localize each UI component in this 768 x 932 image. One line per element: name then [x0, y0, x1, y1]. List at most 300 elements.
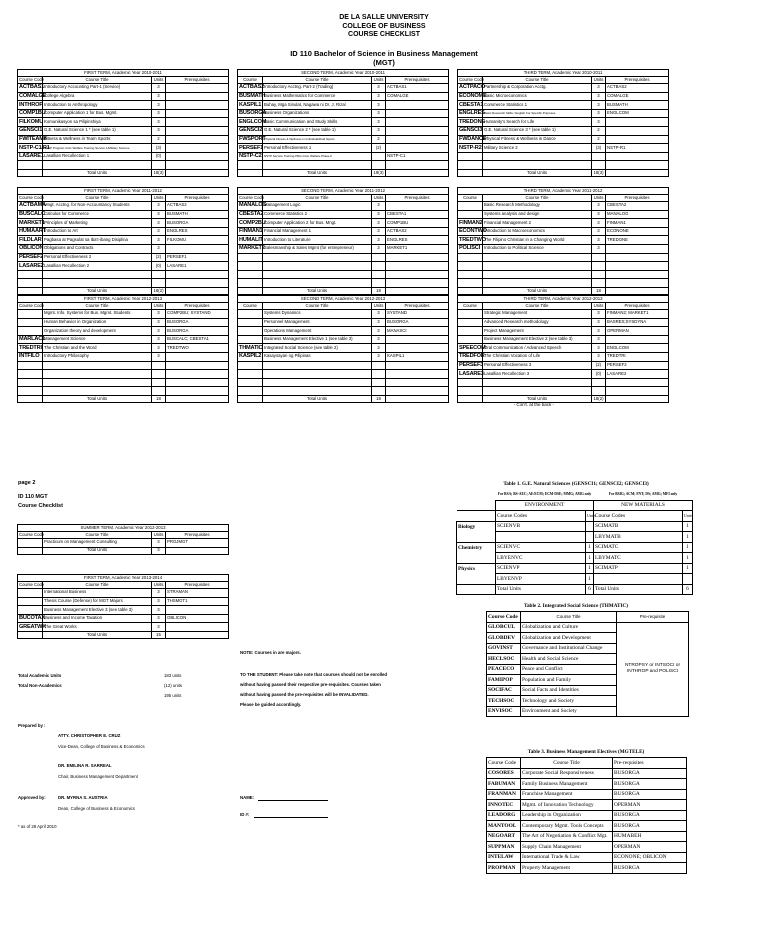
- course-title: Financial Management 1: [263, 227, 372, 236]
- total-row: [18, 631, 229, 638]
- course-code: [238, 327, 263, 336]
- course-row: [18, 135, 229, 144]
- term-title-row: [238, 296, 449, 303]
- course-prereq: [386, 344, 449, 353]
- course-title: Introduction to Macroeconomics: [483, 227, 592, 236]
- col-header-title: Course Title: [43, 303, 152, 310]
- course-row: [458, 92, 669, 101]
- course-row: [238, 262, 449, 271]
- course-code: [458, 253, 483, 262]
- thmatic-code: HECLSOC: [487, 654, 521, 665]
- course-prereq: TREDONE: [606, 236, 669, 245]
- course-code: BUSCALC: [19, 210, 45, 217]
- course-row: [458, 84, 669, 93]
- table1-row: [457, 532, 693, 543]
- col-header-title: Course Title: [263, 303, 372, 310]
- elective-prereq: BUSORGA: [613, 810, 687, 821]
- course-prereq: COMALGE: [606, 92, 669, 101]
- course-units: [372, 262, 386, 271]
- science-group: Physics: [457, 563, 496, 574]
- course-units: 3: [372, 227, 386, 236]
- empty-cell: [483, 279, 592, 288]
- env-course-code: [496, 532, 586, 543]
- empty-row: [458, 387, 669, 396]
- table1-title: Table 1. G.E. Natural Sciences (GENSCI1; GENSCI2; GENSCI3): [503, 481, 649, 487]
- course-row: [458, 236, 669, 245]
- empty-cell: [43, 387, 152, 396]
- course-row: [238, 270, 449, 279]
- term-title: FIRST TERM, Academic Year 2013-2014: [18, 575, 229, 582]
- course-units: [592, 152, 606, 161]
- total-label: Total Units: [263, 287, 372, 294]
- course-row: [458, 352, 669, 361]
- course-prereq: [606, 135, 669, 144]
- empty-cell: [458, 387, 483, 396]
- course-prereq: BUSORGA: [166, 318, 229, 327]
- course-prereq: [386, 109, 449, 118]
- course-units: 3: [152, 126, 166, 135]
- total-value: 18(3): [152, 169, 166, 176]
- course-code: MARLAC1: [19, 336, 45, 343]
- col-header-code: Course Code: [239, 194, 265, 200]
- course-row: [18, 244, 229, 253]
- course-units: 3: [592, 227, 606, 236]
- course-title: NSTP Program Civic Welfare Training Service 1/Military Science: [43, 144, 152, 153]
- empty-cell: [483, 161, 592, 170]
- signatory-3-name: DR. MYRNA S. AUSTRIA: [58, 795, 108, 800]
- elective-title: Contemporary Mgmt. Tools Concepts: [521, 821, 613, 832]
- course-code: FWITEAM8: [19, 135, 47, 142]
- col-header-units: Units: [592, 303, 606, 310]
- course-prereq: [386, 361, 449, 370]
- col-header-title: Course Title: [483, 303, 592, 310]
- course-prereq: COMP2BU; SYSTAND: [166, 310, 229, 319]
- newmat-course-code: SCIMATC: [594, 542, 683, 553]
- empty-cell: [263, 161, 372, 170]
- course-prereq: CBESTA1: [386, 210, 449, 219]
- course-title: Project Management: [483, 327, 592, 336]
- table3-row: [487, 842, 687, 853]
- term-header-row: [458, 77, 669, 84]
- course-row: [238, 318, 449, 327]
- page-label: page 2: [18, 480, 36, 486]
- thmatic-title: Population and Family: [521, 675, 617, 686]
- col-header-code: Course Code: [19, 581, 45, 587]
- col-header-prereq: Prerequisites: [606, 77, 669, 84]
- course-prereq: ACTBAS2: [606, 84, 669, 93]
- science-group: [457, 574, 496, 585]
- table3-row: [487, 810, 687, 821]
- course-title: [263, 370, 372, 379]
- course-code: [458, 310, 483, 319]
- course-code: BUSORGA: [239, 110, 267, 117]
- table1-group-row: ENVIRONMENT NEW MATERIALS: [457, 500, 693, 511]
- term-title-row: [458, 296, 669, 303]
- table1-header-row: Course Codes Units Course Codes Units: [457, 511, 693, 522]
- thmatic-title: Governance and Institutional Change: [521, 643, 617, 654]
- course-code: PERSEF3: [459, 361, 484, 368]
- course-code: [18, 606, 43, 615]
- table3-row: [487, 852, 687, 863]
- approved-by-label: Approved by:: [18, 795, 46, 800]
- term-title: SECOND TERM, Academic Year 2012-2013: [238, 296, 449, 303]
- course-title: Management Logic: [263, 202, 372, 211]
- course-prereq: [386, 253, 449, 262]
- course-code: LASARE1: [19, 153, 44, 160]
- term-header-row: [18, 303, 229, 310]
- course-prereq: [386, 135, 449, 144]
- elective-code: MANTOOL: [487, 821, 521, 832]
- empty-cell: [43, 161, 152, 170]
- course-code: HUMALIT: [239, 236, 263, 243]
- term-header-row: [18, 582, 229, 589]
- elective-prereq: BUSORGA: [613, 863, 687, 874]
- course-code: GREATWK: [19, 623, 47, 630]
- course-prereq: [606, 262, 669, 271]
- elective-title: The Art of Negotiation & Conflict Mgt.: [521, 831, 613, 842]
- total-row: [18, 169, 229, 176]
- empty-cell: [238, 387, 263, 396]
- total-blank: [458, 169, 483, 176]
- total-blank: [238, 169, 263, 176]
- term-title: SECOND TERM, Academic Year 2011-2012: [238, 188, 449, 195]
- course-prereq: PROJMGT: [166, 539, 229, 548]
- course-row: [458, 327, 669, 336]
- course-units: 3: [372, 84, 386, 93]
- course-prereq: STRAMAN: [166, 589, 229, 598]
- course-units: 3: [592, 219, 606, 228]
- course-prereq: [386, 335, 449, 344]
- total-row: [18, 395, 229, 402]
- course-title: International Business: [43, 589, 152, 598]
- course-title: Organization theory and development: [43, 327, 152, 336]
- term-title-row: [238, 70, 449, 77]
- course-title: [263, 378, 372, 387]
- course-prereq: TREDTRI: [606, 352, 669, 361]
- course-units: 3: [152, 606, 166, 615]
- table3-row: [487, 800, 687, 811]
- total-blank: [606, 395, 669, 402]
- course-row: [18, 318, 229, 327]
- course-row: [18, 202, 229, 211]
- course-prereq: [166, 606, 229, 615]
- course-code: ECONOME: [459, 92, 487, 99]
- course-units: 3: [152, 244, 166, 253]
- term-title: SECOND TERM, Academic Year 2010-2011: [238, 70, 449, 77]
- course-units: 3: [372, 109, 386, 118]
- course-row: [18, 109, 229, 118]
- course-units: [372, 152, 386, 161]
- course-units: [152, 361, 166, 370]
- col-header-title: Course Title: [43, 532, 152, 539]
- course-row: [458, 219, 669, 228]
- total-blank: [166, 395, 229, 402]
- term-title: FIRST TERM, Academic Year 2010-2011: [18, 70, 229, 77]
- course-units: 3: [152, 236, 166, 245]
- name-field-line[interactable]: [258, 800, 328, 801]
- course-prereq: BUSORGA: [166, 219, 229, 228]
- col-header-units: Units: [592, 77, 606, 84]
- course-title: Physical Fitness & Wellness in Dance: [483, 135, 592, 144]
- course-row: [458, 262, 669, 271]
- course-units: 3: [152, 327, 166, 336]
- empty-cell: [458, 161, 483, 170]
- course-prereq: ACTBAS2: [166, 202, 229, 211]
- course-units: 3: [592, 84, 606, 93]
- course-row: [238, 109, 449, 118]
- course-units: 2: [372, 135, 386, 144]
- env-units: 1: [586, 553, 594, 564]
- term-title: THIRD TERM, Academic Year 2010-2011: [458, 70, 669, 77]
- course-prereq: COMP1BU: [386, 219, 449, 228]
- course-row: [18, 219, 229, 228]
- course-row: [18, 361, 229, 370]
- course-code: [238, 318, 263, 327]
- course-row: [238, 144, 449, 153]
- total-row: [18, 287, 229, 294]
- course-units: 3: [372, 327, 386, 336]
- course-title: Personal Effectiveness 3: [483, 361, 592, 370]
- course-row: [238, 101, 449, 110]
- summer-term-table: [17, 524, 229, 555]
- course-title: Pagbasa at Pagsulat sa Iba't-ibang Disiplina: [43, 236, 152, 245]
- course-prereq: LASARE2: [606, 370, 669, 379]
- course-title: [263, 270, 372, 279]
- course-prereq: BUSMATH: [166, 210, 229, 219]
- empty-row: [238, 161, 449, 170]
- course-units: (2): [592, 361, 606, 370]
- course-title: [483, 378, 592, 387]
- course-row: [458, 109, 669, 118]
- total-blank: [18, 169, 43, 176]
- course-prereq: [386, 202, 449, 211]
- elective-code: INNOTEC: [487, 800, 521, 811]
- course-units: 3: [152, 539, 166, 548]
- course-prereq: [166, 109, 229, 118]
- course-title: Introductory Accounting Part-1 (Service): [43, 84, 152, 93]
- thmatic-prereq: NTROPSY or INTSOCI or INTHROP and POLISCI: [617, 622, 689, 717]
- elective-code: PROPMAN: [487, 863, 521, 874]
- total-label: Total Units: [43, 287, 152, 294]
- course-prereq: ECONONE: [606, 227, 669, 236]
- course-prereq: FINMAN2; MARKET1: [606, 310, 669, 319]
- total-blank: [18, 287, 43, 294]
- col-header-units: Units: [152, 532, 166, 539]
- newmat-units: 1: [683, 542, 693, 553]
- course-code: [238, 370, 263, 379]
- course-code: GENSCI3: [459, 127, 483, 134]
- name-label: NAME:: [240, 795, 255, 800]
- col-header-title: Course Title: [43, 582, 152, 589]
- course-units: 3: [152, 109, 166, 118]
- course-title: Personal Effectiveness 1: [263, 144, 372, 153]
- course-title: Practicum on Management Consulting: [43, 539, 152, 548]
- course-title: Management Science: [43, 335, 152, 344]
- signatory-2-role: Chair, Business Management Department: [58, 774, 138, 779]
- course-title: Introductory Philosophy: [43, 352, 152, 361]
- empty-cell: [166, 161, 229, 170]
- col-header-code: Course Code: [19, 531, 45, 537]
- table2-title: Table 2. Integrated Social Science (THMATIC): [523, 603, 629, 609]
- course-row: [238, 335, 449, 344]
- elective-code: LEADORG: [487, 810, 521, 821]
- term-header-row: [238, 195, 449, 202]
- empty-cell: [372, 161, 386, 170]
- thmatic-code: FAMIPOP: [487, 675, 521, 686]
- empty-cell: [166, 387, 229, 396]
- table1-row: [457, 563, 693, 574]
- course-title: G.E. Natural Science 3 * (see table 1): [483, 126, 592, 135]
- course-code: ENGLRES: [459, 110, 485, 117]
- elective-prereq: BUSORGA: [613, 821, 687, 832]
- term-title-row: [18, 575, 229, 582]
- col-header-units: Units: [152, 195, 166, 202]
- course-title: Humanity's Search for Life: [483, 118, 592, 127]
- course-prereq: [166, 378, 229, 387]
- course-code: [18, 327, 43, 336]
- course-code: KASPIL2: [239, 353, 262, 360]
- course-units: 3: [152, 589, 166, 598]
- total-blank: [166, 169, 229, 176]
- course-prereq: MANASCI: [386, 327, 449, 336]
- course-title: Military Science 2: [483, 144, 592, 153]
- total-value: 19(3): [372, 169, 386, 176]
- total-blank: [458, 287, 483, 294]
- course-code: MANALOG: [239, 202, 267, 209]
- course-title: The Filipino Christian in a Changing World: [483, 236, 592, 245]
- term-header-row: [238, 77, 449, 84]
- course-title: Principles of Marketing: [43, 219, 152, 228]
- elective-prereq: BUSORGA: [613, 789, 687, 800]
- total-units-value: 195 units: [164, 693, 182, 698]
- col-header-title: Course Title: [483, 195, 592, 202]
- env-course-code: SCIENVC: [496, 542, 586, 553]
- course-units: 3: [592, 202, 606, 211]
- course-units: 3: [152, 92, 166, 101]
- course-prereq: [606, 335, 669, 344]
- course-title: Introduction to Anthropology: [43, 101, 152, 110]
- course-units: [372, 270, 386, 279]
- col-header-prereq: Prerequisites: [606, 303, 669, 310]
- total-label: Total Units: [263, 169, 372, 176]
- course-units: 3: [372, 118, 386, 127]
- course-row: [458, 118, 669, 127]
- elective-prereq: OPERMAN: [613, 842, 687, 853]
- course-code: FILDLAR: [19, 236, 42, 243]
- env-units: [586, 532, 594, 543]
- course-prereq: ENGLRES: [166, 227, 229, 236]
- continued-note: - Con't. at the back -: [513, 402, 554, 407]
- course-prereq: MARKET1: [386, 244, 449, 253]
- col-header-prereq: Prerequisites: [386, 195, 449, 202]
- course-units: 3: [372, 318, 386, 327]
- elective-code: SUPPMAN: [487, 842, 521, 853]
- as-of-date: * as of 28 April 2010: [18, 824, 57, 829]
- elective-title: Property Management: [521, 863, 613, 874]
- course-code: COMALGE: [19, 92, 47, 99]
- env-course-code: SCIENVB: [496, 521, 586, 532]
- course-prereq: [386, 144, 449, 153]
- course-units: 3: [592, 344, 606, 353]
- course-code: TREDTRI: [19, 344, 42, 351]
- student-note: TO THE STUDENT: Please take note that courses should not be enrolled without having passed their respective pre-requisites. Courses taken without having passed the pre-requisites will be INVALIDATED. Please be guided accordingly.: [240, 672, 387, 707]
- course-code: TREDFOR: [459, 353, 485, 360]
- term-title: FIRST TERM, Academic Year 2011-2012: [18, 188, 229, 195]
- course-code: MARKET1: [19, 219, 45, 226]
- thmatic-title: Globalization and Development: [521, 633, 617, 644]
- signatory-3-role: Dean, College of Business & Economics: [58, 806, 135, 811]
- course-prereq: [386, 378, 449, 387]
- course-title: Introductory Acctng. Part-2 (Trading): [263, 84, 372, 93]
- course-units: [372, 378, 386, 387]
- course-title: The Christian Vocation of Life: [483, 352, 592, 361]
- course-title: Basic Communication and Study Skills: [263, 118, 372, 127]
- total-label: Total Units: [43, 169, 152, 176]
- course-row: [18, 118, 229, 127]
- total-value: 18(2): [152, 287, 166, 294]
- course-code: PERSEF2: [19, 253, 44, 260]
- course-prereq: MANALOG: [606, 210, 669, 219]
- course-title: Kasaysayan ng Pilipinas: [263, 352, 372, 361]
- total-label: Total Units: [483, 169, 592, 176]
- course-prereq: [166, 84, 229, 93]
- total-blank: [458, 395, 483, 402]
- course-row: [238, 126, 449, 135]
- course-row: [238, 310, 449, 319]
- newmat-course-code: LBYMATC: [594, 553, 683, 564]
- course-title: Operations Management: [263, 327, 372, 336]
- course-units: 3: [372, 210, 386, 219]
- col-header-units: Units: [592, 195, 606, 202]
- course-prereq: PERSEF2: [606, 361, 669, 370]
- total-academic-label: Total Academic Units: [18, 673, 62, 678]
- thmatic-code: PEACECO: [487, 664, 521, 675]
- term-table: [17, 69, 229, 177]
- course-prereq: KASPIL1: [386, 352, 449, 361]
- course-units: [372, 370, 386, 379]
- course-code: [238, 310, 263, 319]
- thmatic-code: TECHSOC: [487, 696, 521, 707]
- course-row: [238, 378, 449, 387]
- empty-cell: [152, 279, 166, 288]
- course-title: Mgmt. Info. Systems for Bus. Mgmt. Students: [43, 310, 152, 319]
- total-nonacademic-label: Total Non-Academics: [18, 683, 62, 688]
- course-title: Business and Income Taxation: [43, 614, 152, 623]
- course-units: [592, 270, 606, 279]
- total-blank: [606, 287, 669, 294]
- course-title: Introduction to Political Science: [483, 244, 592, 253]
- elective-code: FABUMAN: [487, 779, 521, 790]
- term-header-row: [458, 303, 669, 310]
- course-units: (2): [152, 253, 166, 262]
- course-title: Systems Dynamics: [263, 310, 372, 319]
- course-code: POLISCI: [458, 244, 483, 253]
- course-code: FINMAN2: [459, 219, 483, 226]
- majors-note: NOTE: Courses in are majors.: [240, 650, 301, 655]
- course-prereq: [386, 126, 449, 135]
- col-header-title: Course Title: [263, 195, 372, 202]
- course-row: [18, 539, 229, 548]
- course-row: [18, 144, 229, 153]
- course-code: [18, 270, 43, 279]
- course-row: [458, 227, 669, 236]
- total-label: Total Units: [43, 547, 152, 554]
- course-title: Integrated Social Science (see table 2): [263, 344, 372, 353]
- course-title: Lasallian Recollection 3: [483, 370, 592, 379]
- course-prereq: BUSORGA: [166, 327, 229, 336]
- id-field-line[interactable]: [254, 817, 328, 818]
- course-units: 3: [152, 219, 166, 228]
